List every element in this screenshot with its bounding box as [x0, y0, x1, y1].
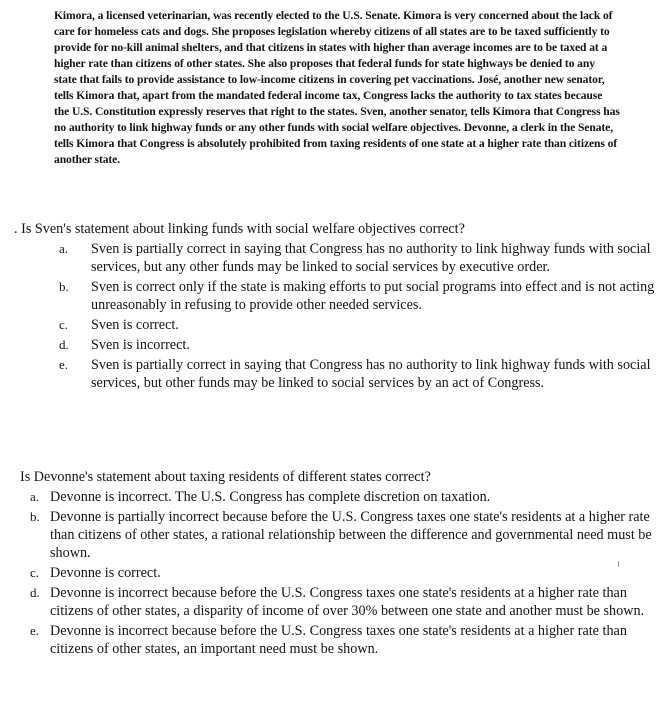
choice-text: Sven is correct.: [91, 317, 179, 333]
choice-text: Devonne is incorrect. The U.S. Congress has complete discretion on taxation.: [50, 489, 491, 505]
choice-a[interactable]: [14, 240, 659, 276]
question-devonne: [20, 468, 660, 660]
choice-text: Sven is partially correct in saying that Congress has no authority to link highway funds with social services, but any other funds may be linked to social services by executive order.: [91, 241, 651, 275]
choice-text: Devonne is partially incorrect because before the U.S. Congress taxes one state's residents at a higher rate than citizens of other states, a rational relationship between the difference and governmental need must be shown.: [50, 509, 652, 561]
choice-b[interactable]: [20, 508, 660, 562]
choice-letter: e.: [30, 623, 40, 638]
choice-c[interactable]: [14, 316, 659, 334]
answer-choices: [20, 488, 660, 658]
answer-choices: [14, 240, 659, 392]
choice-letter: d.: [30, 585, 40, 600]
choice-letter: a.: [59, 241, 69, 256]
choice-text: Sven is correct only if the state is making efforts to put social programs into effect and is not acting unreasonably in refusing to provide other needed services.: [91, 279, 655, 313]
choice-letter: e.: [59, 357, 69, 372]
choice-letter: a.: [30, 489, 40, 504]
choice-e[interactable]: [14, 356, 659, 392]
question-sven: [14, 220, 659, 394]
choice-letter: d.: [59, 337, 69, 352]
choice-text: Devonne is correct.: [50, 565, 161, 581]
passage-text: Kimora, a licensed veterinarian, was recently elected to the U.S. Senate. Kimora is very concerned about the lack of care for homeless cats and dogs. She proposes legislation whereby citizens of all states are to be taxed sufficiently to provide for no-kill animal shelters, and that citizens in states with higher than average incomes are to be taxed at a higher rate than citizens of other states. She also proposes that federal funds for state highways be denied to any state that fails to provide assistance to low-income citizens in covering pet vaccinations. José, another new senator, tells Kimora that, apart from the mandated federal income tax, Congress lacks the authority to tax states because the U.S. Constitution expressly reserves that right to the states. Sven, another senator, tells Kimora that Congress has no authority to link highway funds or any other funds with social welfare objectives. Devonne, a clerk in the Senate, tells Kimora that Congress is absolutely prohibited from taxing residents of one state at a higher rate than citizens of another state.: [54, 9, 620, 166]
choice-text: Devonne is incorrect because before the U.S. Congress taxes one state's residents at a higher rate than citizens of other states, an important need must be shown.: [50, 623, 627, 657]
choice-letter: c.: [59, 317, 69, 332]
choice-d[interactable]: [14, 336, 659, 354]
choice-text: Sven is partially correct in saying that Congress has no authority to link highway funds with social services, but other funds may be linked to social services by an act of Congress.: [91, 357, 651, 391]
choice-text: Sven is incorrect.: [91, 337, 190, 353]
choice-c[interactable]: [20, 564, 660, 582]
question-stem: . Is Sven's statement about linking funds with social welfare objectives correct?: [14, 221, 465, 237]
choice-a[interactable]: [20, 488, 660, 506]
scenario-passage: [54, 8, 620, 168]
scan-mark: [618, 561, 619, 567]
question-stem: Is Devonne's statement about taxing residents of different states correct?: [20, 469, 431, 485]
choice-letter: b.: [59, 279, 69, 294]
choice-letter: c.: [30, 565, 40, 580]
choice-d[interactable]: [20, 584, 660, 620]
choice-b[interactable]: [14, 278, 659, 314]
choice-letter: b.: [30, 509, 40, 524]
choice-e[interactable]: [20, 622, 660, 658]
choice-text: Devonne is incorrect because before the U.S. Congress taxes one state's residents at a higher rate than citizens of other states, a disparity of income of over 30% between one state and another must be shown.: [50, 585, 645, 619]
